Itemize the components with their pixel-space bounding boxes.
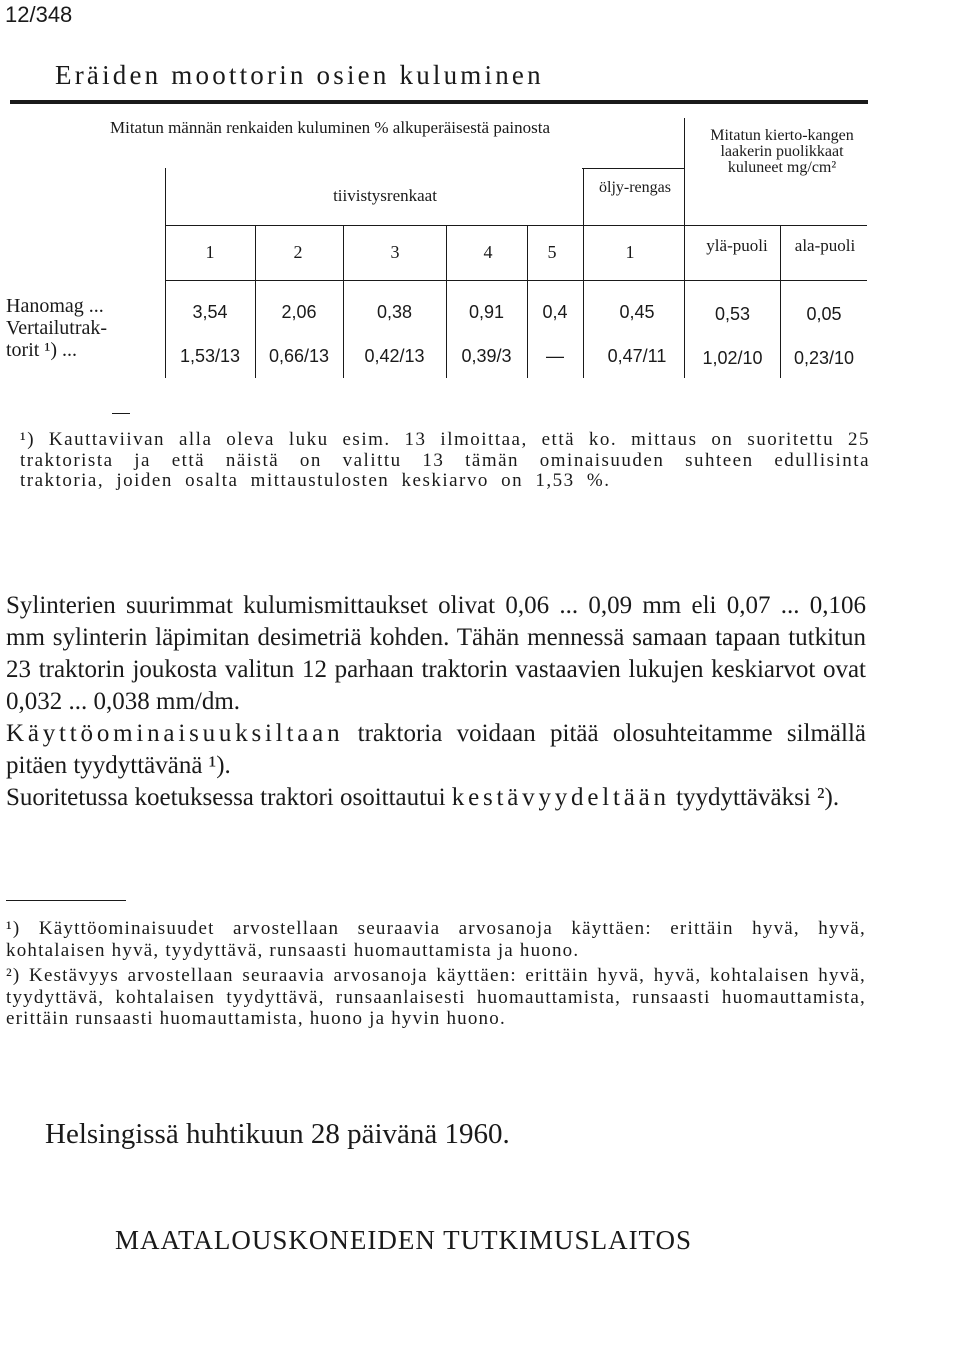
footnotes [6, 918, 866, 1030]
footnote-rule [6, 900, 126, 901]
table-cell: 1,02/10 [702, 348, 763, 368]
table-cell: 3,54 [192, 302, 228, 322]
table-footnote: ¹) Kauttaviivan alla oleva luku esim. 13 ilmoittaa, että ko. mittaus on suoritettu 25 traktorista ja että näistä on valittu 13 tämän ominaisuuden suhteen edullisinta traktoria, joiden osalta mittaustulosten keskiarvo on 1,53 %. [20, 429, 870, 491]
table-cell: 1,53/13 [179, 346, 241, 366]
row-label-hanomag: Hanomag ... [6, 295, 104, 317]
organization-name: MAATALOUSKONEIDEN TUTKIMUSLAITOS [115, 1225, 693, 1255]
paragraph-usability-text: traktoria voidaan pitää olosuhteitamme silmällä pitäen tyydyttävänä ¹). [6, 720, 866, 779]
table-cell: 0,38 [376, 302, 413, 322]
footnote-rule [112, 413, 130, 414]
col-number: 1 [205, 242, 215, 262]
header-line [165, 225, 867, 226]
place-date: Helsingissä huhtikuun 28 päivänä 1960. [45, 1118, 510, 1150]
row-label-comparison: torit ¹) ... [6, 339, 77, 361]
header-line [582, 168, 684, 169]
col-number: 1 [625, 242, 635, 262]
row-label-comparison: Vertailutrak- [6, 317, 108, 339]
header-ring-wear: Mitatun männän renkaiden kuluminen % alkuperäisestä painosta [110, 118, 550, 137]
header-bearing-wear: Mitatun kierto-kangen laakerin puolikkaat kuluneet mg/cm² [710, 127, 854, 176]
table-cell: 0,91 [468, 302, 505, 322]
table-cell: 2,06 [281, 302, 317, 322]
col-number: 3 [390, 242, 400, 262]
table-cell: 0,45 [619, 302, 655, 322]
table-cell: 0,53 [714, 304, 751, 324]
footnote-durability: ²) Kestävyys arvostellaan seuraavia arvosanoja käyttäen: erittäin hyvä, hyvä, kohtalaisen hyvä, tyydyttävä, kohtalaisen tyydyttävä, runsaanlaisesti huomauttamista, runsaasti huomauttamista, erittäin runsaasti huomauttamista, huono ja hyvin huono. [6, 965, 866, 1029]
table-cell: 0,05 [806, 304, 842, 324]
col-upper-half: ylä-puoli [706, 236, 768, 255]
footnote-usability: ¹) Käyttöominaisuudet arvostellaan seuraavia arvosanoja käyttäen: erittäin hyvä, hyvä, kohtalaisen hyvä, tyydyttävä, runsaasti huomauttamista ja huono. [6, 918, 866, 961]
col-number: 4 [483, 242, 493, 262]
paragraph-durability-end: tyydyttäväksi ²). [669, 784, 840, 811]
table-cell: 0,47/11 [607, 346, 667, 366]
paragraph-durability-text: Suoritetussa koetuksessa traktori osoittautui [6, 784, 452, 811]
header-seal-rings: tiivistysrenkaat [333, 186, 437, 205]
body-text [6, 590, 866, 814]
table-divider [583, 168, 584, 378]
page-title: Eräiden moottorin osien kuluminen [55, 60, 544, 90]
paragraph-durability [6, 782, 866, 814]
table-cell: 0,66/13 [268, 346, 330, 366]
table-cell: — [546, 346, 564, 366]
page-number: 12/348 [5, 2, 73, 27]
emphasis-durability: kestävyydeltään [451, 784, 670, 811]
header-line [165, 280, 867, 281]
paragraph-wear: Sylinterien suurimmat kulumismittaukset olivat 0,06 ... 0,09 mm eli 0,07 ... 0,106 mm sylinterin läpimitan desimetriä kohden. Tähän mennessä samaan tapaan tutkitun 23 traktorin joukosta valitun 12 parhaan traktorin vastaavien lukujen keskiarvot ovat 0,032 ... 0,038 mm/dm. [6, 592, 866, 715]
col-lower-half: ala-puoli [794, 236, 856, 255]
emphasis-usability: Käyttöominaisuuksiltaan [6, 720, 344, 747]
col-number: 2 [293, 242, 303, 262]
table-cell: 0,23/10 [793, 348, 855, 368]
table-cell: 0,39/3 [461, 346, 512, 366]
table-divider [684, 118, 685, 378]
header-oil-ring: öljy-rengas [599, 179, 671, 196]
table-cell: 0,42/13 [364, 346, 425, 366]
title-rule [10, 100, 868, 104]
table-cell: 0,4 [542, 302, 568, 322]
col-number: 5 [547, 242, 557, 262]
paragraph-usability [6, 718, 866, 782]
